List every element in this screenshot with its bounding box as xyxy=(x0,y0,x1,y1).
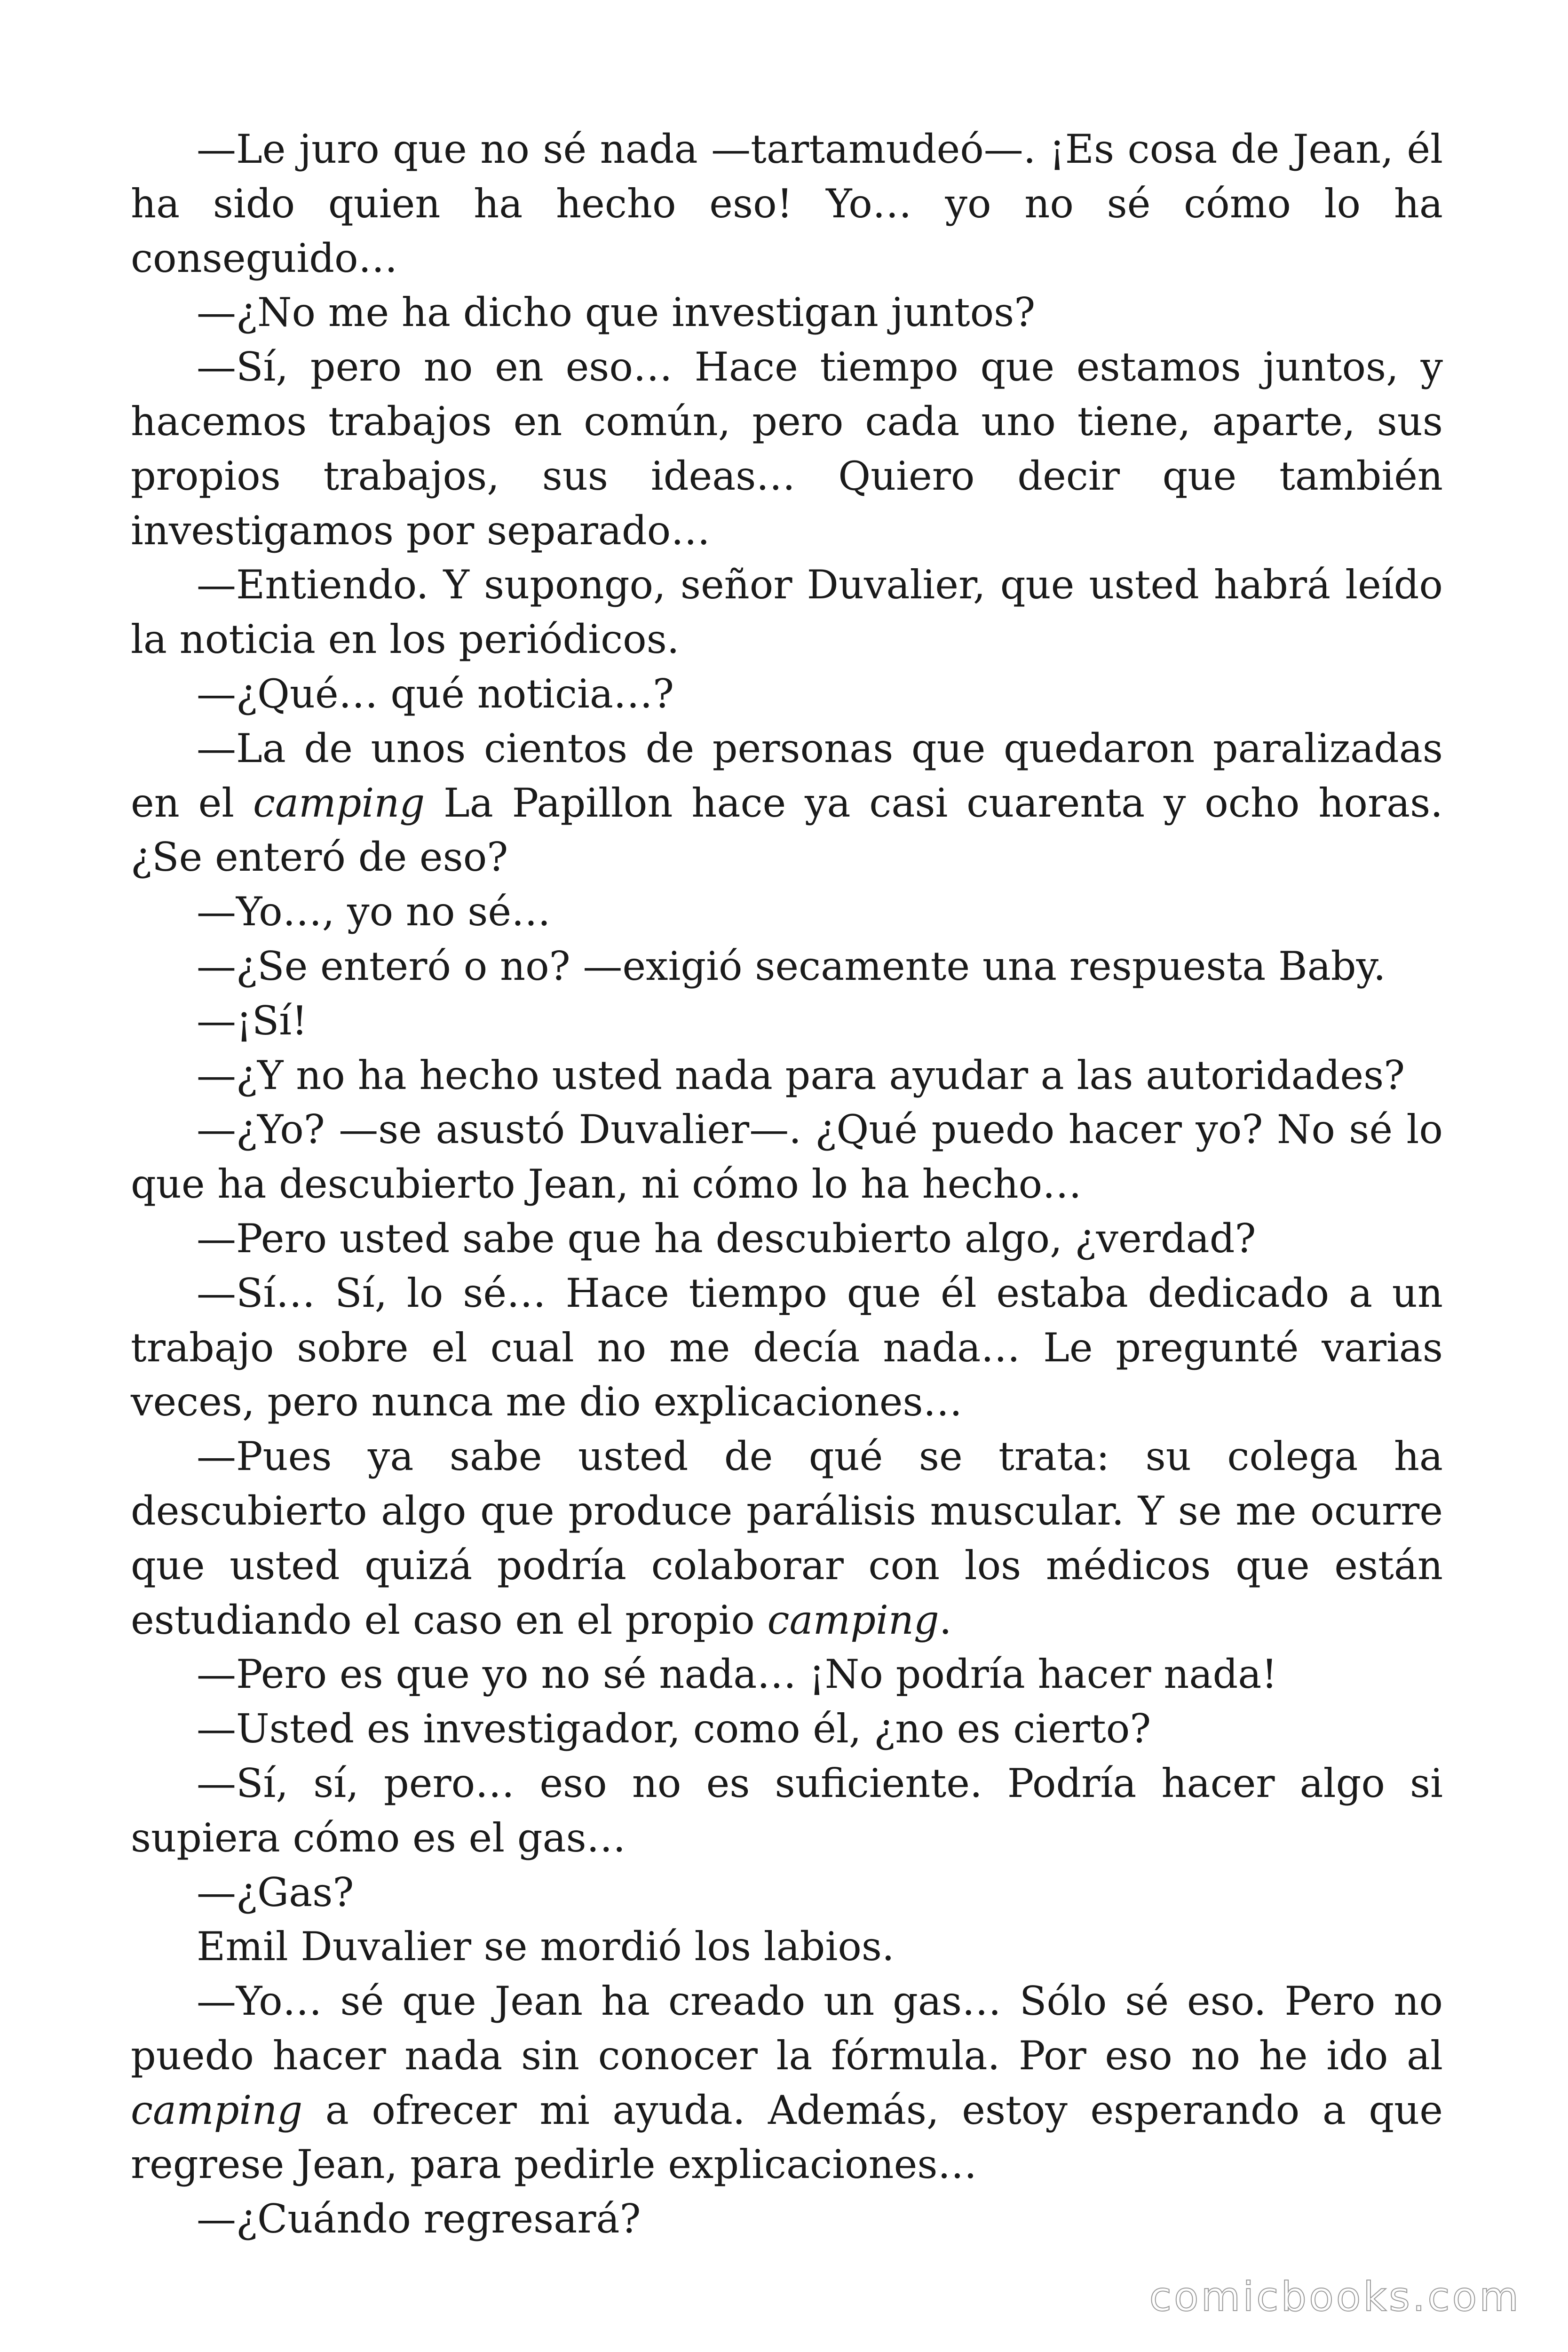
italic-term: camping xyxy=(253,779,425,826)
paragraph-text: —Yo… sé que Jean ha creado un gas… Sólo sé eso. Pero no puedo hacer nada sin conocer la fórmula. Por eso no he ido al xyxy=(131,1978,1443,2079)
paragraph xyxy=(131,885,1443,939)
paragraph xyxy=(131,1212,1443,1266)
italic-term: camping xyxy=(767,1597,939,1643)
paragraph xyxy=(131,2192,1443,2247)
paragraph-text: —¿Cuándo regresará? xyxy=(197,2196,641,2242)
paragraph xyxy=(131,939,1443,994)
paragraph-text: —¡Sí! xyxy=(197,997,308,1044)
watermark: comicbooks.com xyxy=(1149,2273,1521,2320)
paragraph-text: —¿Se enteró o no? —exigió secamente una respuesta Baby. xyxy=(197,943,1386,989)
paragraph xyxy=(131,1049,1443,1103)
paragraph xyxy=(131,1647,1443,1702)
paragraph-text: —Pues ya sabe usted de qué se trata: su colega ha descubierto algo que produce parálisis muscular. Y se me ocurre que usted quizá podría colaborar con los médicos que están estudiando el caso en el propio xyxy=(131,1433,1443,1643)
paragraph-text: —¿Qué… qué noticia…? xyxy=(197,670,674,717)
paragraph xyxy=(131,1103,1443,1212)
paragraph-text: —Entiendo. Y supongo, señor Duvalier, que usted habrá leído la noticia en los periódicos. xyxy=(131,562,1443,663)
paragraph xyxy=(131,1866,1443,1920)
paragraph-text: —Sí, sí, pero… eso no es suficiente. Podría hacer algo si supiera cómo es el gas… xyxy=(131,1760,1443,1861)
paragraph-text: —Pero usted sabe que ha descubierto algo, ¿verdad? xyxy=(197,1215,1256,1262)
paragraph xyxy=(131,286,1443,340)
paragraph xyxy=(131,1430,1443,1647)
paragraph xyxy=(131,1756,1443,1866)
body-text xyxy=(131,122,1443,2247)
paragraph-text: Emil Duvalier se mordió los labios. xyxy=(197,1923,895,1970)
paragraph-text: —¿Yo? —se asustó Duvalier—. ¿Qué puedo hacer yo? No sé lo que ha descubierto Jean, ni cómo lo ha hecho… xyxy=(131,1106,1443,1208)
italic-term: camping xyxy=(131,2087,303,2133)
paragraph-text: —Sí, pero no en eso… Hace tiempo que estamos juntos, y hacemos trabajos en común, pero cada uno tiene, aparte, sus propios trabajos, sus ideas… Quiero decir que también investigamos por separado… xyxy=(131,344,1443,554)
paragraph xyxy=(131,558,1443,667)
paragraph xyxy=(131,1920,1443,1974)
paragraph-text: —Yo…, yo no sé… xyxy=(197,889,551,935)
paragraph-text: —Sí… Sí, lo sé… Hace tiempo que él estaba dedicado a un trabajo sobre el cual no me decía nada… Le pregunté varias veces, pero nunca me dio explicaciones… xyxy=(131,1270,1443,1425)
paragraph xyxy=(131,340,1443,558)
paragraph-text: —¿Y no ha hecho usted nada para ayudar a las autoridades? xyxy=(197,1052,1405,1098)
paragraph-text: . xyxy=(939,1597,952,1643)
paragraph xyxy=(131,1266,1443,1430)
paragraph xyxy=(131,1702,1443,1756)
paragraph-text: La Papillon hace ya casi cuarenta y ocho horas. ¿Se enteró de eso? xyxy=(131,779,1443,881)
paragraph-text: a ofrecer mi ayuda. Además, estoy esperando a que regrese Jean, para pedirle explicaciones… xyxy=(131,2087,1443,2188)
paragraph xyxy=(131,994,1443,1049)
paragraph xyxy=(131,667,1443,722)
paragraph xyxy=(131,122,1443,286)
paragraph xyxy=(131,1974,1443,2192)
paragraph-text: —¿No me ha dicho que investigan juntos? xyxy=(197,289,1036,336)
paragraph xyxy=(131,722,1443,885)
paragraph-text: —Pero es que yo no sé nada… ¡No podría hacer nada! xyxy=(197,1651,1278,1698)
paragraph-text: —La de unos cientos de personas que quedaron paralizadas en el xyxy=(131,725,1443,826)
paragraph-text: —¿Gas? xyxy=(197,1869,354,1915)
paragraph-text: —Usted es investigador, como él, ¿no es cierto? xyxy=(197,1706,1151,1752)
paragraph-text: —Le juro que no sé nada —tartamudeó—. ¡Es cosa de Jean, él ha sido quien ha hecho eso! Yo… yo no sé cómo lo ha conseguido… xyxy=(131,126,1443,281)
